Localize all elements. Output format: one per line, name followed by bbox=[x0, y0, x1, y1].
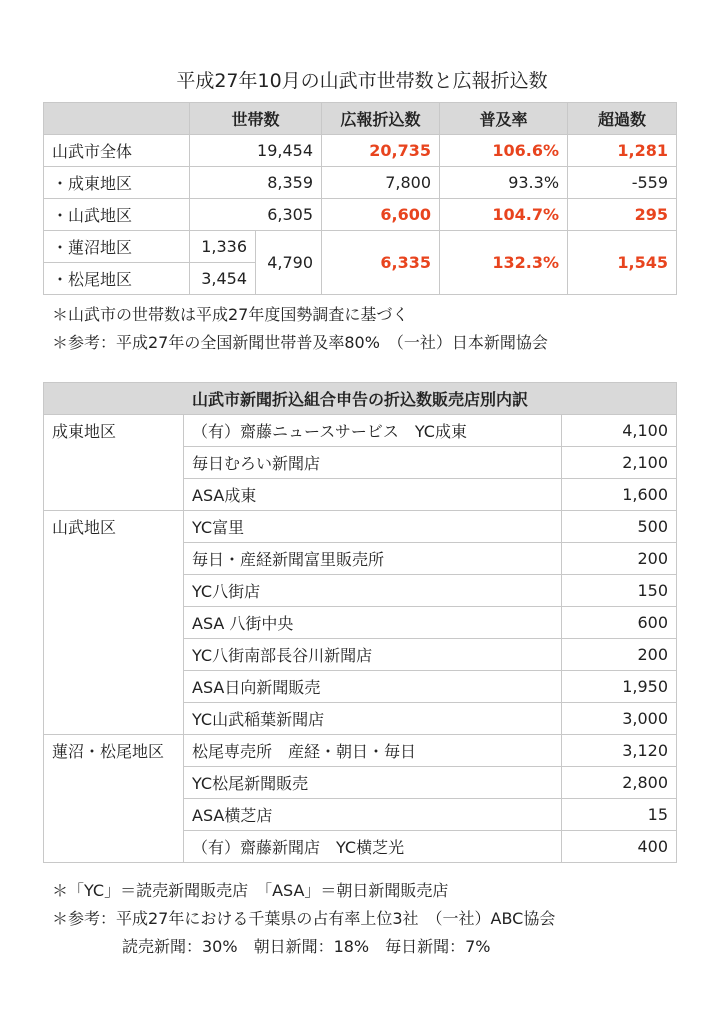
table-row bbox=[44, 767, 677, 799]
table-row bbox=[44, 735, 677, 767]
store-name: ASA成東 bbox=[184, 479, 562, 511]
table-row bbox=[44, 799, 677, 831]
insert-count: 600 bbox=[562, 607, 677, 639]
corner-cell bbox=[44, 103, 190, 135]
store-name: YC八街店 bbox=[184, 575, 562, 607]
inserts-header: 広報折込数 bbox=[322, 103, 440, 135]
households-value: 1,336 bbox=[190, 231, 256, 263]
row-label: 山武市全体 bbox=[44, 135, 190, 167]
area-blank bbox=[44, 671, 184, 703]
insert-count: 1,950 bbox=[562, 671, 677, 703]
store-name: 松尾専売所 産経・朝日・毎日 bbox=[184, 735, 562, 767]
excess-header: 超過数 bbox=[568, 103, 677, 135]
insert-count: 2,800 bbox=[562, 767, 677, 799]
rate-value: 106.6% bbox=[440, 135, 568, 167]
row-label: ・成東地区 bbox=[44, 167, 190, 199]
excess-value: 1,281 bbox=[568, 135, 677, 167]
table-header-row bbox=[44, 383, 677, 415]
area-blank bbox=[44, 575, 184, 607]
area-blank bbox=[44, 703, 184, 735]
row-label: ・松尾地区 bbox=[44, 263, 190, 295]
insert-count: 3,000 bbox=[562, 703, 677, 735]
table-row bbox=[44, 167, 677, 199]
rate-value: 104.7% bbox=[440, 199, 568, 231]
note-share-reference: ＊参考：平成27年における千葉県の占有率上位3社 （一社）ABC協会 bbox=[52, 909, 556, 928]
table-row bbox=[44, 671, 677, 703]
households-value: 8,359 bbox=[190, 167, 322, 199]
table-row bbox=[44, 607, 677, 639]
insert-count: 200 bbox=[562, 639, 677, 671]
area-blank bbox=[44, 767, 184, 799]
excess-value: 295 bbox=[568, 199, 677, 231]
store-name: YC八街南部長谷川新聞店 bbox=[184, 639, 562, 671]
store-name: YC松尾新聞販売 bbox=[184, 767, 562, 799]
note-census: ＊山武市の世帯数は平成27年度国勢調査に基づく bbox=[52, 305, 409, 324]
store-name: 毎日むろい新聞店 bbox=[184, 447, 562, 479]
table-row bbox=[44, 135, 677, 167]
insert-count: 150 bbox=[562, 575, 677, 607]
store-breakdown-table bbox=[43, 382, 677, 863]
excess-value: 1,545 bbox=[568, 231, 677, 295]
area-blank bbox=[44, 607, 184, 639]
table-row bbox=[44, 543, 677, 575]
table-row bbox=[44, 231, 677, 263]
store-name: （有）齋藤新聞店 YC横芝光 bbox=[184, 831, 562, 863]
inserts-value: 6,600 bbox=[322, 199, 440, 231]
area-label: 山武地区 bbox=[44, 511, 184, 543]
table-header-row bbox=[44, 103, 677, 135]
area-blank bbox=[44, 447, 184, 479]
area-label: 蓮沼・松尾地区 bbox=[44, 735, 184, 767]
store-name: 毎日・産経新聞富里販売所 bbox=[184, 543, 562, 575]
rate-header: 普及率 bbox=[440, 103, 568, 135]
households-total: 4,790 bbox=[256, 231, 322, 295]
table-row bbox=[44, 199, 677, 231]
table-row bbox=[44, 575, 677, 607]
insert-count: 2,100 bbox=[562, 447, 677, 479]
area-blank bbox=[44, 799, 184, 831]
households-value: 19,454 bbox=[190, 135, 322, 167]
inserts-value: 6,335 bbox=[322, 231, 440, 295]
note-national-rate: ＊参考：平成27年の全国新聞世帯普及率80% （一社）日本新聞協会 bbox=[52, 333, 548, 352]
row-label: ・蓮沼地区 bbox=[44, 231, 190, 263]
rate-value: 93.3% bbox=[440, 167, 568, 199]
store-name: ASA横芝店 bbox=[184, 799, 562, 831]
breakdown-header: 山武市新聞折込組合申告の折込数販売店別内訳 bbox=[44, 383, 677, 415]
store-name: YC山武稲葉新聞店 bbox=[184, 703, 562, 735]
insert-count: 4,100 bbox=[562, 415, 677, 447]
store-name: ASA 八街中央 bbox=[184, 607, 562, 639]
table-row bbox=[44, 831, 677, 863]
table-row bbox=[44, 703, 677, 735]
household-insert-table bbox=[43, 102, 677, 295]
table-row bbox=[44, 479, 677, 511]
households-value: 3,454 bbox=[190, 263, 256, 295]
area-blank bbox=[44, 831, 184, 863]
area-blank bbox=[44, 639, 184, 671]
table-row bbox=[44, 639, 677, 671]
insert-count: 1,600 bbox=[562, 479, 677, 511]
households-value: 6,305 bbox=[190, 199, 322, 231]
area-blank bbox=[44, 479, 184, 511]
inserts-value: 20,735 bbox=[322, 135, 440, 167]
table-row bbox=[44, 447, 677, 479]
row-label: ・山武地区 bbox=[44, 199, 190, 231]
insert-count: 200 bbox=[562, 543, 677, 575]
households-header: 世帯数 bbox=[190, 103, 322, 135]
insert-count: 500 bbox=[562, 511, 677, 543]
insert-count: 400 bbox=[562, 831, 677, 863]
note-share-values: 読売新聞：30% 朝日新聞：18% 毎日新聞：7% bbox=[122, 937, 491, 956]
inserts-value: 7,800 bbox=[322, 167, 440, 199]
note-abbreviations: ＊「YC」＝読売新聞販売店 「ASA」＝朝日新聞販売店 bbox=[52, 881, 449, 900]
page-title: 平成27年10月の山武市世帯数と広報折込数 bbox=[176, 70, 548, 92]
insert-count: 15 bbox=[562, 799, 677, 831]
area-label: 成東地区 bbox=[44, 415, 184, 447]
store-name: ASA日向新聞販売 bbox=[184, 671, 562, 703]
store-name: （有）齋藤ニュースサービス YC成東 bbox=[184, 415, 562, 447]
area-blank bbox=[44, 543, 184, 575]
insert-count: 3,120 bbox=[562, 735, 677, 767]
table-row bbox=[44, 511, 677, 543]
table-row bbox=[44, 415, 677, 447]
rate-value: 132.3% bbox=[440, 231, 568, 295]
excess-value: -559 bbox=[568, 167, 677, 199]
store-name: YC富里 bbox=[184, 511, 562, 543]
